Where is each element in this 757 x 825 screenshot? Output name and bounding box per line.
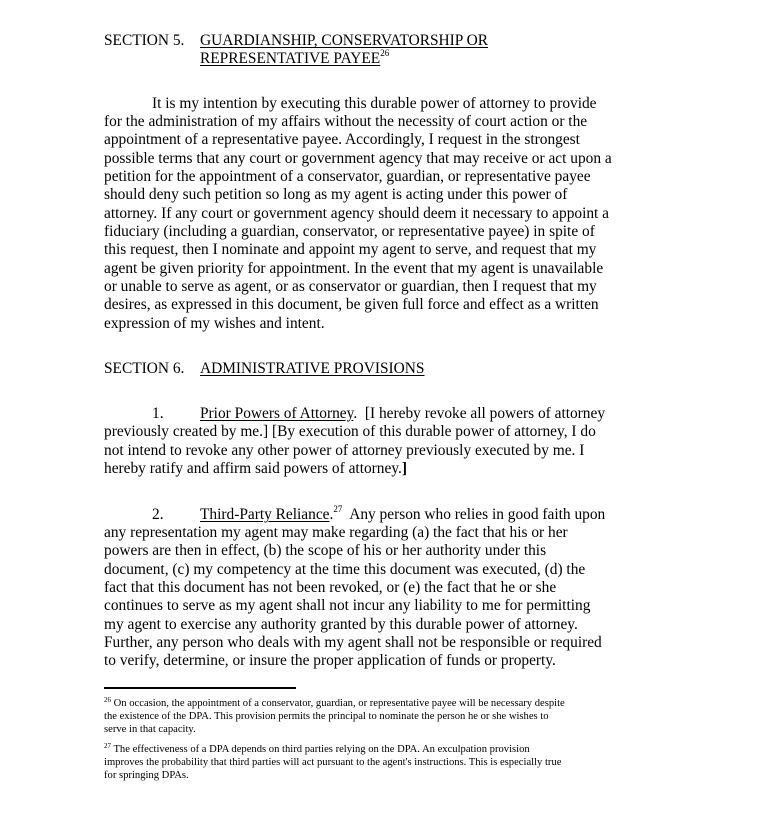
closing-bracket: ] — [401, 460, 408, 477]
section5-para-line: desires, as expressed in this document, be given full force and effect as a written — [104, 296, 599, 313]
item2-line: Further, any person who deals with my agent shall not be responsible or required — [104, 634, 602, 651]
footnote-ref-27[interactable]: 27 — [333, 504, 343, 514]
item1-line1 — [200, 405, 605, 423]
item1-heading: Prior Powers of Attorney — [200, 405, 354, 422]
footnote-27-text: The effectiveness of a DPA depends on third parties relying on the DPA. An exculpation provision — [111, 744, 530, 755]
item2-line: any representation my agent may make regarding (a) the fact that his or her — [104, 524, 568, 541]
item2-line1 — [200, 506, 605, 524]
item2-line: to verify, determine, or insure the proper application of funds or property. — [104, 652, 556, 669]
footnote-26-number: 26 — [104, 696, 111, 704]
item1-line: not intend to revoke any other power of attorney previously executed by me. I — [104, 442, 585, 459]
item2-line: continues to serve as my agent shall not incur any liability to me for permitting — [104, 597, 591, 614]
section6-label: SECTION 6. — [104, 360, 185, 377]
item2-number: 2. — [152, 506, 164, 523]
footnote-27-line: improves the probability that third parties will act pursuant to the agent's instructions. This is especially true — [104, 757, 562, 768]
item2-period: . — [329, 506, 334, 523]
item1-number: 1. — [152, 405, 164, 422]
section5-para-line: petition for the appointment of a conservator, guardian, or representative payee — [104, 168, 591, 185]
section5-title-line1: GUARDIANSHIP, CONSERVATORSHIP OR — [200, 32, 488, 49]
section5-para-line: for the administration of my affairs without the necessity of court action or the — [104, 113, 588, 130]
section6-title: ADMINISTRATIVE PROVISIONS — [200, 360, 425, 377]
section5-title-line2-wrap — [200, 50, 389, 68]
section5-para-line: fiduciary (including a guardian, conservator, or representative payee) in spite of — [104, 223, 595, 240]
item1-line: hereby ratify and affirm said powers of attorney. — [104, 460, 402, 477]
item2-line: document, (c) my competency at the time this document was executed, (d) the — [104, 561, 586, 578]
footnote-26-line: the existence of the DPA. This provision permits the principal to nominate the person he or she wishes to — [104, 711, 549, 722]
section5-para-line: appointment of a representative payee. Accordingly, I request in the strongest — [104, 131, 580, 148]
section5-para-line: should deny such petition so long as my agent is acting under this power of — [104, 186, 568, 203]
section5-para-line: agent be given priority for appointment. In the event that my agent is unavailable — [104, 260, 604, 277]
footnote-ref-26[interactable]: 26 — [380, 48, 390, 58]
section5-para-line: expression of my wishes and intent. — [104, 315, 325, 332]
item1-line1-text: . [I hereby revoke all powers of attorney — [353, 405, 606, 422]
item2-line: powers are then in effect, (b) the scope of his or her authority under this — [104, 542, 547, 559]
footnote-separator — [104, 687, 296, 689]
footnote-26-line: serve in that capacity. — [104, 724, 196, 735]
footnote-27-number: 27 — [104, 742, 111, 750]
item2-line: my agent to exercise any authority granted by this durable power of attorney. — [104, 616, 578, 633]
section5-para-line: or unable to serve as agent, or as conservator or guardian, then I request that my — [104, 278, 597, 295]
section5-title-line2: REPRESENTATIVE PAYEE — [200, 50, 381, 67]
section5-heading — [104, 32, 184, 50]
item1-last-line — [104, 460, 407, 478]
footnote-27-line1 — [104, 743, 530, 757]
section5-para-line: this request, then I nominate and appoint my agent to serve, and request that my — [104, 241, 597, 258]
section5-para-line: It is my intention by executing this durable power of attorney to provide — [152, 95, 597, 112]
footnote-27-line: for springing DPAs. — [104, 770, 189, 781]
section5-para-line: attorney. If any court or government agency should deem it necessary to appoint a — [104, 205, 610, 222]
section5-para-line: possible terms that any court or government agency that may receive or act upon a — [104, 150, 612, 167]
item2-line1-text: Any person who relies in good faith upon — [342, 506, 606, 523]
footnote-26-line1 — [104, 697, 565, 711]
item2-line: fact that this document has not been revoked, or (e) the fact that he or she — [104, 579, 557, 596]
section5-label: SECTION 5. — [104, 32, 185, 49]
item2-heading: Third-Party Reliance — [200, 506, 330, 523]
item1-line: previously created by me.] [By execution of this durable power of attorney, I do — [104, 423, 596, 440]
footnote-26-text: On occasion, the appointment of a conservator, guardian, or representative payee will be necessary despite — [111, 698, 565, 709]
